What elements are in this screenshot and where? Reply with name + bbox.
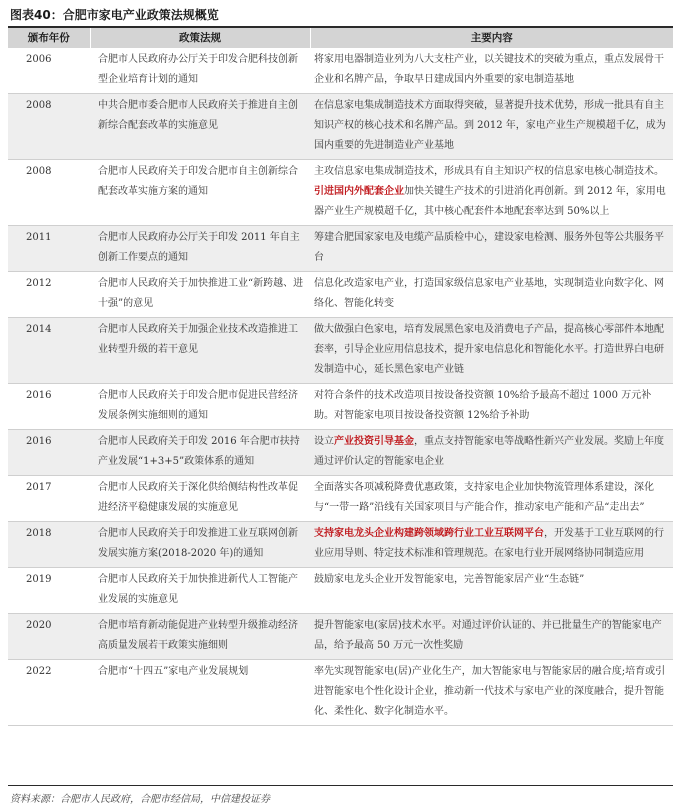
- cell-policy: 合肥市“十四五”家电产业发展规划: [90, 660, 310, 726]
- content-text: 提升智能家电(家居)技术水平。对通过评价认证的、并已批量生产的智能家电产品，给予最高 50 万元一次性奖励: [314, 620, 662, 651]
- cell-policy: 合肥市人民政府关于印发 2016 年合肥市扶持产业发展“1+3+5”政策体系的通知: [90, 430, 310, 476]
- content-text: 在信息家电集成制造技术方面取得突破，显著提升技术优势，形成一批具有自主知识产权的核心技术和名牌产品。到 2012 年，家电产业生产规模超千亿，成为国内重要的先进制造业产业基地: [314, 100, 666, 151]
- cell-policy: 中共合肥市委合肥市人民政府关于推进自主创新综合配套改革的实施意见: [90, 94, 310, 160]
- cell-content: [310, 160, 673, 226]
- cell-year: 2014: [8, 318, 90, 384]
- cell-content: [310, 614, 673, 660]
- cell-policy: 合肥市人民政府办公厅关于印发 2011 年自主创新工作要点的通知: [90, 226, 310, 272]
- cell-year: 2019: [8, 568, 90, 614]
- figure-title: 图表40：合肥市家电产业政策法规概览: [10, 8, 219, 22]
- cell-year: 2011: [8, 226, 90, 272]
- table-row: [8, 522, 673, 568]
- cell-year: 2016: [8, 430, 90, 476]
- cell-year: 2006: [8, 48, 90, 94]
- cell-policy: 合肥市人民政府关于深化供给侧结构性改革促进经济平稳健康发展的实施意见: [90, 476, 310, 522]
- table-row: [8, 660, 673, 726]
- cell-year: 2022: [8, 660, 90, 726]
- highlighted-text: 引进国内外配套企业: [314, 186, 404, 197]
- table-row: [8, 226, 673, 272]
- cell-policy: 合肥市人民政府关于加快推进工业“新跨越、进十强”的意见: [90, 272, 310, 318]
- header-year: 颁布年份: [8, 28, 90, 48]
- content-text: 筹建合肥国家家电及电缆产品质检中心，建设家电检测、服务外包等公共服务平台: [314, 232, 664, 263]
- cell-year: 2016: [8, 384, 90, 430]
- table-row: [8, 430, 673, 476]
- content-text: 主攻信息家电集成制造技术，形成具有自主知识产权的信息家电核心制造技术。: [314, 166, 664, 177]
- cell-content: [310, 272, 673, 318]
- cell-content: [310, 522, 673, 568]
- cell-policy: 合肥市人民政府关于印发合肥市自主创新综合配套改革实施方案的通知: [90, 160, 310, 226]
- table-body: [8, 48, 673, 726]
- cell-content: [310, 318, 673, 384]
- content-text: ，重点支持智能家电等战略性新兴产业发展。奖励上年度通过评价认定的智能家电企业: [314, 436, 664, 467]
- cell-policy: 合肥市人民政府关于加强企业技术改造推进工业转型升级的若干意见: [90, 318, 310, 384]
- cell-policy: 合肥市人民政府办公厅关于印发合肥科技创新型企业培育计划的通知: [90, 48, 310, 94]
- cell-content: [310, 430, 673, 476]
- content-text: 设立: [314, 436, 334, 447]
- cell-content: [310, 226, 673, 272]
- table-row: [8, 476, 673, 522]
- table-row: [8, 568, 673, 614]
- cell-policy: 合肥市人民政府关于加快推进新代人工智能产业发展的实施意见: [90, 568, 310, 614]
- content-text: 率先实现智能家电(居)产业化生产，加大智能家电与智能家居的融合度;培育或引进智能家电个性化设计企业，推动新一代技术与家电产业的深度融合，提升智能化、柔性化、数字化制造水平。: [314, 666, 666, 717]
- content-text: 对符合条件的技术改造项目按设备投资额 10%给予最高不超过 1000 万元补助。对智能家电项目按设备投资额 12%给予补助: [314, 390, 652, 421]
- content-text: 信息化改造家电产业，打造国家级信息家电产业基地，实现制造业向数字化、网络化、智能化转变: [314, 278, 664, 309]
- content-text: 鼓励家电龙头企业开发智能家电，完善智能家居产业“生态链”: [314, 574, 585, 585]
- table-row: [8, 48, 673, 94]
- cell-policy: 合肥市培育新动能促进产业转型升级推动经济高质量发展若干政策实施细则: [90, 614, 310, 660]
- cell-content: [310, 94, 673, 160]
- cell-content: [310, 384, 673, 430]
- content-text: ，开发基于工业互联网的行业应用导则、特定技术标准和管理规范。在家电行业开展网络协同制造应用: [314, 528, 664, 559]
- highlighted-text: 产业投资引导基金: [334, 436, 414, 447]
- cell-content: [310, 48, 673, 94]
- bottom-rule: [8, 785, 673, 786]
- table-row: [8, 384, 673, 430]
- cell-content: [310, 660, 673, 726]
- table-header-row: [8, 28, 673, 48]
- cell-year: 2008: [8, 94, 90, 160]
- highlighted-text: 支持家电龙头企业构建跨领域跨行业工业互联网平台: [314, 528, 544, 539]
- table-row: [8, 160, 673, 226]
- cell-year: 2017: [8, 476, 90, 522]
- source-note: 资料来源：合肥市人民政府，合肥市经信局，中信建投证券: [10, 794, 270, 805]
- cell-year: 2008: [8, 160, 90, 226]
- cell-policy: 合肥市人民政府关于印发合肥市促进民营经济发展条例实施细则的通知: [90, 384, 310, 430]
- cell-content: [310, 476, 673, 522]
- cell-policy: 合肥市人民政府关于印发推进工业互联网创新发展实施方案(2018-2020 年)的通知: [90, 522, 310, 568]
- table-row: [8, 318, 673, 384]
- content-text: 全面落实各项减税降费优惠政策，支持家电企业加快物流管理体系建设，深化与“一带一路”沿线有关国家项目与产能合作，推动家电产能和产品“走出去”: [314, 482, 654, 513]
- header-content: 主要内容: [310, 28, 673, 48]
- table-row: [8, 272, 673, 318]
- table-row: [8, 614, 673, 660]
- cell-content: [310, 568, 673, 614]
- cell-year: 2018: [8, 522, 90, 568]
- policy-table: [8, 28, 673, 726]
- content-text: 做大做强白色家电，培育发展黑色家电及消费电子产品，提高核心零部件本地配套率，引导企业应用信息技术，提升家电信息化和智能化水平。打造世界白电研发制造中心，延长黑色家电产业链: [314, 324, 664, 375]
- header-policy: 政策法规: [90, 28, 310, 48]
- cell-year: 2020: [8, 614, 90, 660]
- table-row: [8, 94, 673, 160]
- content-text: 将家用电器制造业列为八大支柱产业，以关键技术的突破为重点，重点发展骨干企业和名牌产品，争取早日建成国内外重要的家电制造基地: [314, 54, 664, 85]
- content-text: 加快关键生产技术的引进消化再创新。到 2012 年，家用电器产业生产规模超千亿，其中核心配套件本地配套率达到 50%以上: [314, 186, 666, 217]
- cell-year: 2012: [8, 272, 90, 318]
